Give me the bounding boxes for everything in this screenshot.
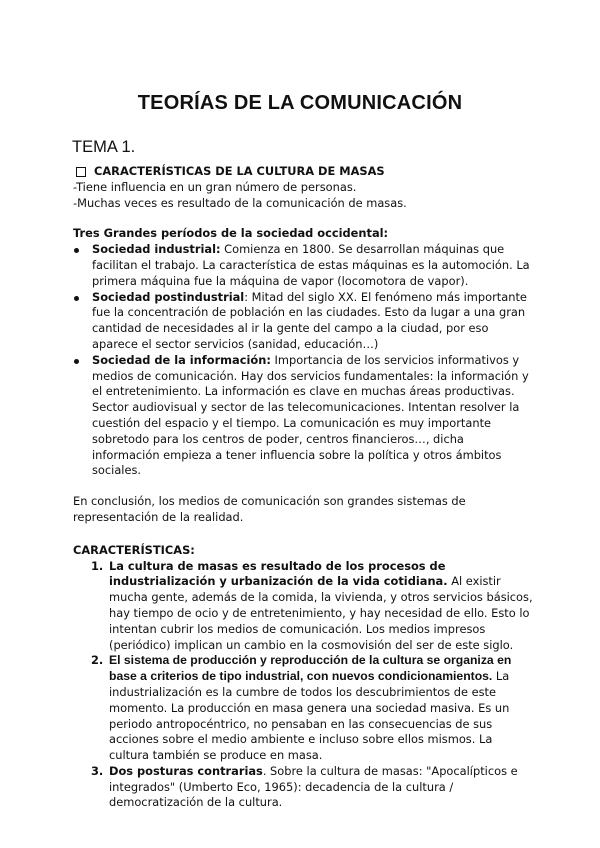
characteristics-heading: CARACTERÍSTICAS: <box>73 542 195 557</box>
period-text: Comienza en 1800. Se desarrollan máquinas que facilitan el trabajo. La característica de estas máquinas es la automoción. La primera máquina fue la máquina de vapor (locomotora de vapor). <box>92 242 530 288</box>
bullet-icon <box>74 359 79 364</box>
item-bold-text: La cultura de masas es resultado de los procesos de industrialización y urbanización de la vida cotidiana. <box>109 558 448 589</box>
list-item <box>73 653 533 764</box>
list-item <box>73 559 533 654</box>
item-number: 1. <box>91 558 104 573</box>
item-text: La industrialización es la cumbre de todos los descubrimientos de este momento. La producción en masa genera una sociedad masiva. Es un periodo antropocéntrico, no pensaban en las consecuencias de sus acciones sobre el medio ambiente e incluso sobre ellos mismos. La cultura también se produce en masa. <box>109 669 510 763</box>
list-item <box>71 242 533 289</box>
checkbox-bullet-icon <box>76 167 86 177</box>
item-bold-text: Dos posturas contrarias <box>109 763 263 778</box>
section-heading <box>73 164 533 180</box>
item-number: 2. <box>91 653 104 668</box>
document-title: TEORÍAS DE LA COMUNICACIÓN <box>137 92 463 114</box>
characteristics-list <box>73 559 533 812</box>
list-item <box>71 353 533 479</box>
section-heading-text: CARACTERÍSTICAS DE LA CULTURA DE MASAS <box>94 164 385 178</box>
period-text: Importancia de los servicios informativos y medios de comunicación. Hay dos servicios fundamentales: la información y el entretenimiento. La información es clave en muchas áreas productivas. Sector audiovisual y sector de las telecomunicaciones. Intentan resolver la cuestión del espacio y el tiempo. La comunicación es muy importante sobretodo para los centros de poder, centros financieros…, dicha información empieza a tener influencia sobre la política y otros ámbitos sociales. <box>92 352 529 478</box>
list-item <box>73 764 533 811</box>
item-bold-text: El sistema de producción y reproducción de la cultura se organiza en base a criterios de tipo industrial, con nuevos condicionamientos. <box>109 653 512 684</box>
period-term: Sociedad industrial: <box>92 242 221 257</box>
period-term: Sociedad postindustrial <box>92 289 245 304</box>
periods-list <box>73 242 533 479</box>
item-text: Al existir mucha gente, además de la comida, la vivienda, y otros servicios básicos, hay tiempo de ocio y de entretenimiento, y hay necesidad de ello. Esto lo intentan cubrir los medios de comunicación. Los medios impresos (periódico) implican un cambio en la cosmovisión del ser de este siglo. <box>109 574 533 652</box>
document-body <box>73 164 533 811</box>
period-text: : Mitad del siglo XX. El fenómeno más importante fue la concentración de población en las ciudades. Esto da lugar a una gran cantidad de necesidades al ir la gente del campo a la ciudad, por eso aparece el sector servicios (sanidad, educación…) <box>92 289 527 351</box>
period-term: Sociedad de la información: <box>92 352 271 367</box>
periods-heading: Tres Grandes períodos de la sociedad occidental: <box>73 226 389 241</box>
section-line: -Muchas veces es resultado de la comunicación de masas. <box>73 195 407 210</box>
conclusion-paragraph: En conclusión, los medios de comunicación son grandes sistemas de representación de la realidad. <box>73 494 466 524</box>
bullet-icon <box>74 248 79 253</box>
topic-heading: TEMA 1. <box>72 138 136 156</box>
item-text: . Sobre la cultura de masas: "Apocalípticos e integrados" (Umberto Eco, 1965): decadencia de la cultura / democratización de la cultura. <box>109 763 518 810</box>
bullet-icon <box>74 296 79 301</box>
item-number: 3. <box>91 763 104 778</box>
list-item <box>71 290 533 353</box>
section-line: -Tiene influencia en un gran número de personas. <box>73 179 357 194</box>
